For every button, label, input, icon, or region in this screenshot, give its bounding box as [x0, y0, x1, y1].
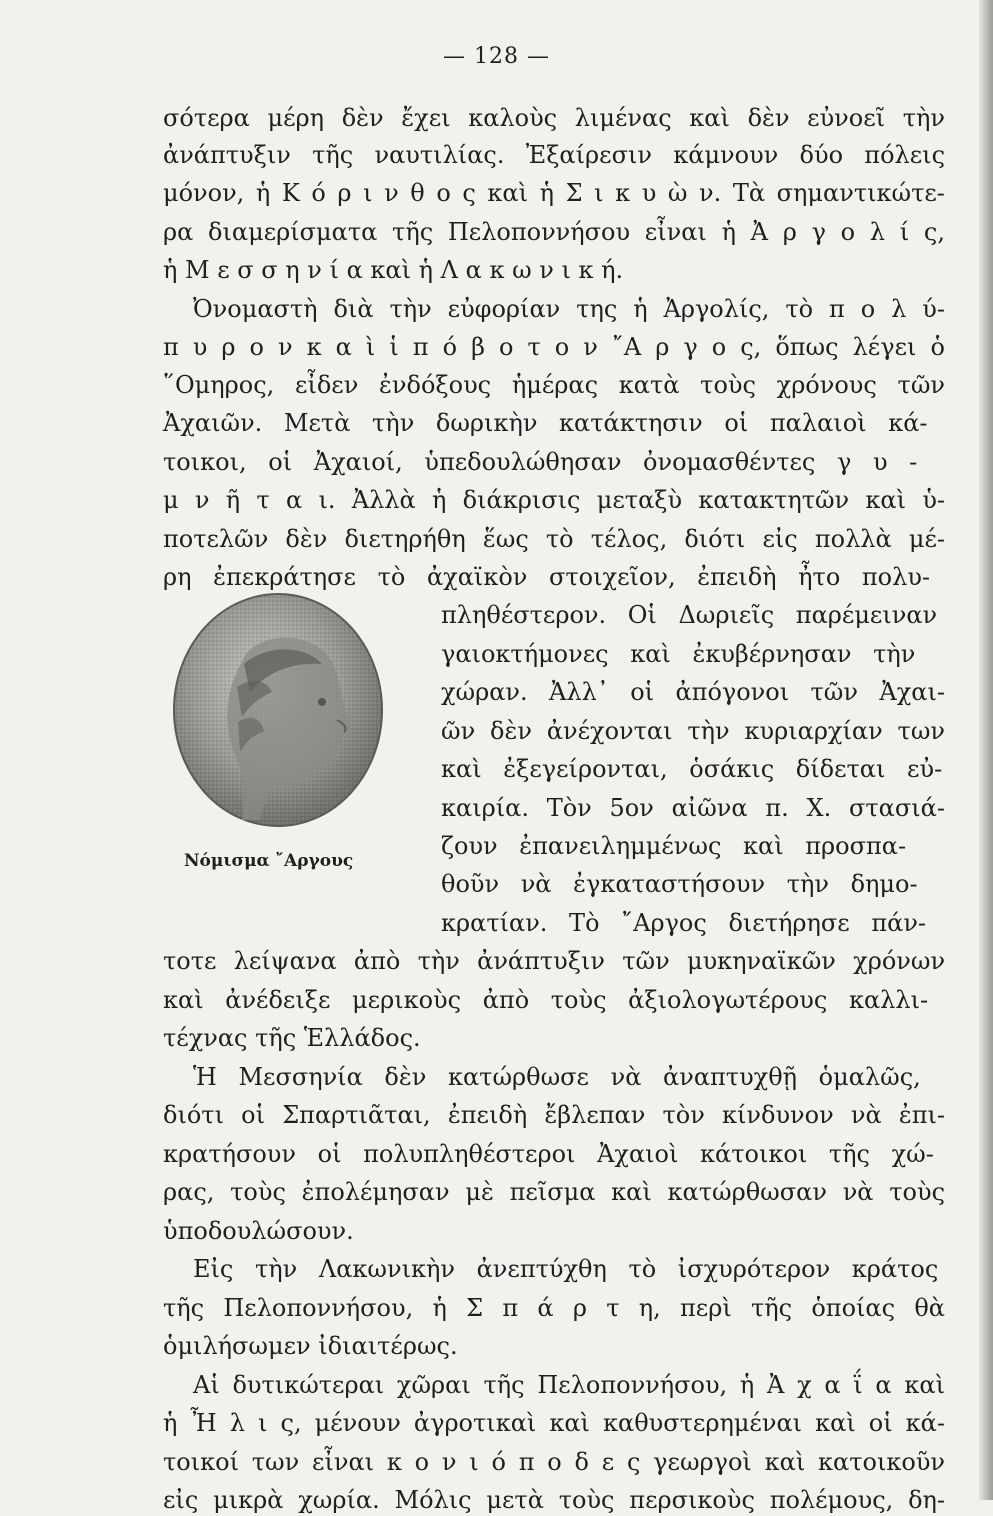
text-line: ὑποδουλώσουν. [163, 1217, 354, 1245]
text-line: καὶ ἐξεγείρονται, ὁσάκις δίδεται εὐ- [441, 755, 943, 783]
text-line: τοικοι, οἱ Ἀχαιοί, ὑπεδουλώθησαν ὀνομασθέντες γ υ - [163, 448, 918, 476]
text-line: χώραν. Ἀλλ᾽ οἱ ἀπόγονοι τῶν Ἀχαι- [441, 678, 945, 706]
text-line: μ ν ῆ τ α ι. Ἀλλὰ ἡ διάκρισις μεταξὺ κατακτητῶν καὶ ὑ- [163, 486, 946, 514]
text-line: π υ ρ ο ν κ α ὶ ἱ π ό β ο τ ο ν ῎Α ρ γ ο ς, ὅπως λέγει ὁ [163, 333, 945, 361]
text-line: Αἱ δυτικώτεραι χῶραι τῆς Πελοποννήσου, ἡ Ἀ χ α ΐ α καὶ [193, 1371, 945, 1399]
text-line: ρη ἐπεκράτησε τὸ ἀχαϊκὸν στοιχεῖον, ἐπειδὴ ἦτο πολυ- [163, 563, 931, 591]
text-line: θοῦν νὰ ἐγκαταστήσουν τὴν δημο- [441, 870, 918, 898]
text-line: ποτελῶν δὲν διετηρήθη ἕως τὸ τέλος, διότι εἰς πολλὰ μέ- [163, 525, 945, 553]
text-line: πληθέστερον. Οἱ Δωριεῖς παρέμειναν [441, 601, 938, 629]
text-line: ἀνάπτυξιν τῆς ναυτιλίας. Ἐξαίρεσιν κάμνουν δύο πόλεις [163, 141, 946, 169]
text-line: Ὀνομαστὴ διὰ τὴν εὐφορίαν της ἡ Ἀργολίς, τὸ π ο λ ύ- [193, 295, 945, 323]
text-line: τοτε λείψανα ἀπὸ τὴν ἀνάπτυξιν τῶν μυκηναϊκῶν χρόνων [163, 947, 946, 975]
text-line: τέχνας τῆς Ἑλλάδος. [163, 1024, 421, 1052]
coin-image [172, 592, 384, 828]
text-line: ὁμιλήσωμεν ἰδιαιτέρως. [163, 1332, 458, 1360]
text-line: γαιοκτήμονες καὶ ἐκυβέρνησαν τὴν [441, 640, 916, 668]
text-line: κρατήσουν οἱ πολυπληθέστεροι Ἀχαιοὶ κάτοικοι τῆς χώ- [163, 1140, 934, 1168]
text-line: ρα διαμερίσματα τῆς Πελοποννήσου εἶναι ἡ Ἀ ρ γ ο λ ί ς, [163, 218, 945, 246]
text-line: διότι οἱ Σπαρτιᾶται, ἐπειδὴ ἔβλεπαν τὸν κίνδυνον νὰ ἐπι- [163, 1101, 946, 1129]
text-line: καὶ ἀνέδειξε μερικοὺς ἀπὸ τοὺς ἀξιολογωτέρους καλλι- [163, 986, 929, 1014]
page-edge-shadow [979, 0, 993, 1500]
text-line: ρας, τοὺς ἐπολέμησαν μὲ πεῖσμα καὶ κατώρθωσαν νὰ τοὺς [163, 1178, 946, 1206]
text-line: ῞Ομηρος, εἶδεν ἐνδόξους ἡμέρας κατὰ τοὺς χρόνους τῶν [163, 371, 945, 399]
text-line: ζουν ἐπανειλημμένως καὶ προσπα- [441, 832, 907, 860]
text-line: ἡ Ἦ λ ι ς, μένουν ἀγροτικαὶ καὶ καθυστερημέναι καὶ οἱ κά- [163, 1409, 945, 1437]
text-line: κρατίαν. Τὸ ῎Αργος διετήρησε πάν- [441, 909, 927, 937]
text-line: ῶν δὲν ἀνέχονται τὴν κυριαρχίαν των [441, 717, 945, 745]
text-line: Εἰς τὴν Λακωνικὴν ἀνεπτύχθη τὸ ἰσχυρότερον κράτος [193, 1255, 939, 1283]
text-line: τοικοί των εἶναι κ ο ν ι ό π ο δ ε ς γεωργοὶ καὶ κατοικοῦν [163, 1448, 946, 1476]
text-line: εἰς μικρὰ χωρία. Μόλις μετὰ τοὺς περσικοὺς πολέμους, δη- [163, 1486, 946, 1514]
text-line: ἡ Μ ε σ σ η ν ί α καὶ ἡ Λ α κ ω ν ι κ ή. [163, 256, 624, 284]
text-line: καιρία. Τὸν 5ον αἰῶνα π. Χ. στασιά- [441, 794, 945, 822]
text-line: σότερα μέρη δὲν ἔχει καλοὺς λιμένας καὶ δὲν εὐνοεῖ τὴν [163, 104, 945, 132]
coin-caption: Νόμισμα ῎Αργους [184, 851, 354, 871]
text-line: Ἀχαιῶν. Μετὰ τὴν δωρικὴν κατάκτησιν οἱ παλαιοὶ κά- [163, 409, 928, 437]
page-number: — 128 — [443, 44, 550, 69]
text-line: μόνον, ἡ Κ ό ρ ι ν θ ο ς καὶ ἡ Σ ι κ υ ὼ ν. Τὰ σημαντικώτε- [163, 179, 945, 207]
text-line: Ἡ Μεσσηνία δὲν κατώρθωσε νὰ ἀναπτυχθῇ ὁμαλῶς, [193, 1063, 921, 1091]
text-line: τῆς Πελοποννήσου, ἡ Σ π ά ρ τ η, περὶ τῆς ὁποίας θὰ [163, 1294, 945, 1322]
